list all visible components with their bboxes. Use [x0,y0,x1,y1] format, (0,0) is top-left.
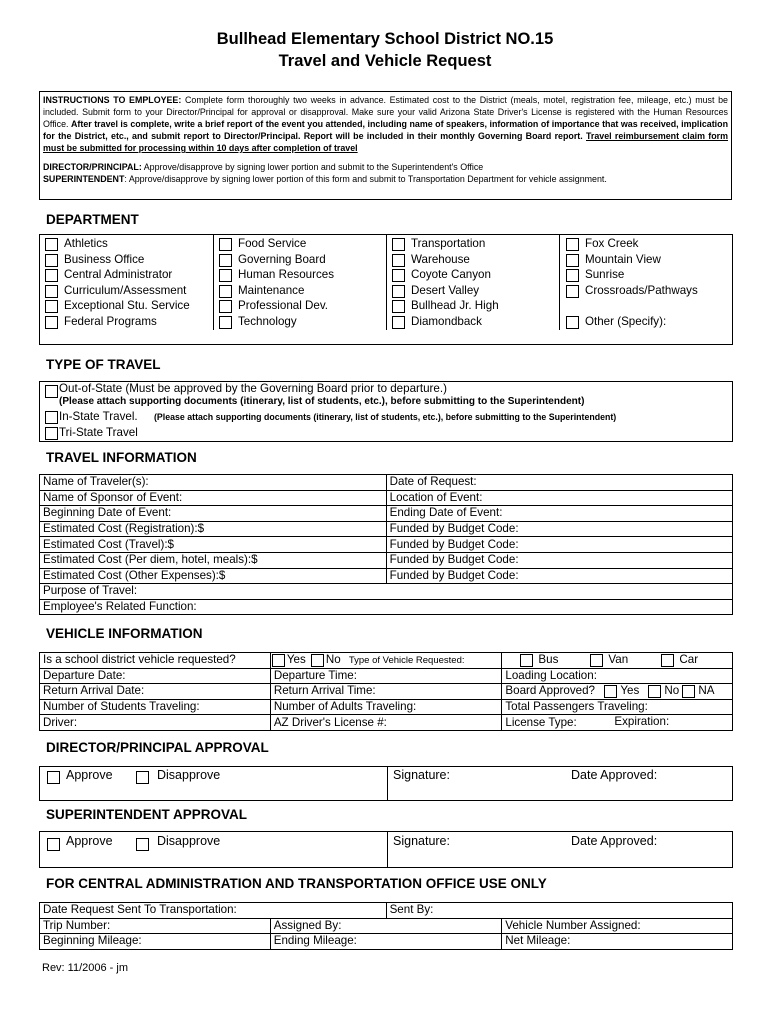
super-approval-heading: SUPERINTENDENT APPROVAL [46,807,248,822]
department-option-label: Crossroads/Pathways [585,283,698,297]
in-state-checkbox[interactable] [45,411,58,424]
department-checkbox[interactable] [45,316,58,329]
vehicle-info-field[interactable]: Total Passengers Traveling: [502,699,733,715]
director-signature-field[interactable]: Signature: [393,768,450,782]
employee-instructions-label: INSTRUCTIONS TO EMPLOYEE: [43,95,182,105]
vehicle-info-field[interactable]: Return Arrival Time: [270,684,502,700]
department-option-label: Transportation [411,237,486,250]
department-checkbox[interactable] [45,300,58,313]
director-approve-label: Approve [66,768,113,782]
department-checkbox[interactable] [566,269,579,282]
travel-info-field[interactable]: Funded by Budget Code: [386,521,732,537]
van-label: Van [608,653,629,666]
department-option-label: Sunrise [585,268,625,282]
super-approve-label: Approve [66,834,113,848]
department-option-label: Central Administrator [64,268,173,282]
department-checkbox[interactable] [219,300,232,313]
vehicle-info-field[interactable]: AZ Driver's License #: [270,715,502,731]
super-instructions-label: SUPERINTENDENT [43,174,125,184]
vehicle-info-field[interactable]: Driver: [40,715,271,731]
board-yes-label: Yes [620,684,640,698]
director-date-approved-field[interactable]: Date Approved: [571,768,658,782]
travel-info-row [40,506,733,522]
travel-info-row [40,490,733,506]
department-checkbox[interactable] [566,285,579,298]
department-checkbox[interactable] [45,269,58,282]
vehicle-no-checkbox[interactable] [311,654,324,667]
vehicle-info-table [39,652,733,731]
department-option-label: Other (Specify): [585,315,667,328]
ending-mileage-field[interactable]: Ending Mileage: [270,934,502,950]
vehicle-info-field[interactable]: Loading Location: [502,668,733,684]
employee-instructions-report: After travel is complete, write a brief report of the event you attended, including name of speakers, information of importance that was received, implication for the District, etc., and submit report to Director/Principal. Report will be included in their monthly Governing Board report. [43,119,728,141]
related-function-field[interactable]: Employee's Related Function: [40,599,733,615]
vehicle-info-field[interactable]: Number of Students Traveling: [40,699,271,715]
travel-info-table [39,474,733,615]
form-subtitle: Travel and Vehicle Request [278,52,492,70]
travel-info-field[interactable]: Funded by Budget Code: [386,537,732,553]
department-option-label: Mountain View [585,252,661,266]
vehicle-info-field[interactable]: Departure Time: [270,668,502,684]
department-checkbox[interactable] [566,238,579,251]
department-option-label: Warehouse [411,252,470,266]
car-checkbox[interactable] [661,654,674,667]
super-signature-field[interactable]: Signature: [393,834,450,848]
tri-state-label: Tri-State Travel [59,426,138,439]
reimbursement-note: Travel reimbursement claim form must be submitted for processing within 10 days after completion of travel [43,131,728,153]
department-option-label: Human Resources [238,268,335,282]
vehicle-info-field[interactable]: Return Arrival Date: [40,684,271,700]
car-label: Car [679,653,699,666]
director-approval-heading: DIRECTOR/PRINCIPAL APPROVAL [46,740,269,755]
department-checkbox[interactable] [392,285,405,298]
office-use-heading: FOR CENTRAL ADMINISTRATION AND TRANSPORTATION OFFICE USE ONLY [46,876,547,891]
super-approval-box [39,831,733,868]
department-checkbox[interactable] [566,254,579,267]
date-sent-field[interactable]: Date Request Sent To Transportation: [40,903,387,919]
department-option-label: Food Service [238,237,307,250]
vehicle-info-heading: VEHICLE INFORMATION [46,626,203,641]
travel-info-field[interactable]: Beginning Date of Event: [40,506,387,522]
department-checkbox[interactable] [566,316,579,329]
super-instructions-text: : Approve/disapprove by signing lower portion of this form and submit to Transportation Department for vehicle assignment. [124,174,607,184]
vehicle-info-field[interactable] [502,715,733,731]
in-state-label: In-State Travel. [59,410,138,423]
trip-number-field[interactable]: Trip Number: [40,918,271,934]
department-option-label: Professional Dev. [238,299,328,313]
beginning-mileage-field[interactable]: Beginning Mileage: [40,934,271,950]
travel-info-row [40,552,733,568]
vehicle-info-row [40,668,733,684]
out-of-state-label: Out-of-State (Must be approved by the Governing Board prior to departure.) [59,382,447,395]
travel-info-field[interactable]: Ending Date of Event: [386,506,732,522]
department-box [39,234,733,345]
department-option-label: Maintenance [238,283,305,297]
travel-info-row [40,521,733,537]
tri-state-checkbox[interactable] [45,427,58,440]
license-type-label: License Type: [505,715,577,729]
instructions-box [39,91,732,200]
department-option-label: Technology [238,315,297,328]
department-option-label: Diamondback [411,315,482,328]
board-na-label: NA [698,684,715,698]
sent-by-field[interactable]: Sent By: [386,903,732,919]
department-option-label: Coyote Canyon [411,268,491,282]
department-checkbox[interactable] [219,269,232,282]
travel-info-row [40,537,733,553]
department-option-label: Exceptional Stu. Service [64,299,190,313]
vehicle-requested-label: Is a school district vehicle requested? [40,653,271,669]
vehicle-info-field[interactable] [502,684,733,700]
super-approve-checkbox[interactable] [47,838,60,851]
director-instructions-text: Approve/disapprove by signing lower portion and submit to the Superintendent's Office [141,162,484,172]
director-approve-checkbox[interactable] [47,771,60,784]
director-approval-box [39,766,733,801]
department-heading: DEPARTMENT [46,212,139,227]
purpose-of-travel-field[interactable]: Purpose of Travel: [40,584,733,600]
out-of-state-checkbox[interactable] [45,385,58,398]
vehicle-type-label: Type of Vehicle Requested: [348,655,465,666]
travel-info-field[interactable]: Name of Traveler(s): [40,475,387,491]
revision-note: Rev: 11/2006 - jm [42,962,129,974]
board-no-checkbox[interactable] [648,685,661,698]
department-checkbox[interactable] [392,254,405,267]
bus-label: Bus [538,653,559,666]
vehicle-info-row [40,715,733,731]
assigned-by-field[interactable]: Assigned By: [270,918,502,934]
super-disapprove-checkbox[interactable] [136,838,149,851]
department-option-label: Federal Programs [64,315,157,328]
board-no-label: No [664,684,680,698]
department-option-label: Business Office [64,252,145,266]
vehicle-info-field[interactable]: Number of Adults Traveling: [270,699,502,715]
vehicle-yes-checkbox[interactable] [272,654,285,667]
department-option-label: Fox Creek [585,237,639,250]
employee-instructions-text: Complete form thoroughly two weeks in advance. Estimated cost to the District (meals, motel, registration fee, mileage, etc.) must be included. Submit form to your Director/Principal for approval or disapproval. Make sure your valid Arizona State Driver's License is registered with the Human Resources Office. [43,95,728,129]
department-option-label: Desert Valley [411,283,480,297]
department-option-label: Athletics [64,237,108,250]
office-use-table [39,902,733,950]
board-na-checkbox[interactable] [682,685,695,698]
type-of-travel-box [39,381,733,442]
van-checkbox[interactable] [590,654,603,667]
travel-info-heading: TRAVEL INFORMATION [46,450,197,465]
out-of-state-note: (Please attach supporting documents (itinerary, list of students, etc.), before submitting to the Superintendent) [59,396,585,407]
vehicle-info-row [40,699,733,715]
travel-info-field[interactable]: Estimated Cost (Per diem, hotel, meals):$ [40,552,387,568]
department-checkbox[interactable] [45,238,58,251]
travel-info-row [40,568,733,584]
department-checkbox[interactable] [219,285,232,298]
department-checkbox[interactable] [219,254,232,267]
form-title: Bullhead Elementary School District NO.15 [216,30,554,48]
department-checkbox[interactable] [392,269,405,282]
travel-info-field[interactable]: Funded by Budget Code: [386,552,732,568]
super-disapprove-label: Disapprove [157,834,221,848]
net-mileage-field[interactable]: Net Mileage: [502,934,733,950]
department-checkbox[interactable] [392,316,405,329]
vehicle-info-field[interactable]: Departure Date: [40,668,271,684]
travel-info-field[interactable]: Funded by Budget Code: [386,568,732,584]
director-disapprove-label: Disapprove [157,768,221,782]
director-instructions-label: DIRECTOR/PRINCIPAL: [43,162,142,172]
travel-info-row [40,475,733,491]
super-date-approved-field[interactable]: Date Approved: [571,834,658,848]
department-checkbox[interactable] [45,254,58,267]
travel-info-field[interactable]: Date of Request: [386,475,732,491]
bus-checkbox[interactable] [520,654,533,667]
vehicle-info-row [40,684,733,700]
travel-info-field[interactable]: Estimated Cost (Travel):$ [40,537,387,553]
department-checkbox[interactable] [392,238,405,251]
board-yes-checkbox[interactable] [604,685,617,698]
travel-info-field[interactable]: Location of Event: [386,490,732,506]
department-option-label: Curriculum/Assessment [64,283,187,297]
director-disapprove-checkbox[interactable] [136,771,149,784]
vehicle-no-label: No [325,653,341,666]
department-checkbox[interactable] [219,238,232,251]
vehicle-yes-label: Yes [286,653,306,666]
travel-info-field[interactable]: Estimated Cost (Other Expenses):$ [40,568,387,584]
expiration-label: Expiration: [614,715,670,729]
department-option-label: Governing Board [238,252,326,266]
department-option-label: Bullhead Jr. High [411,299,499,313]
vehicle-number-field[interactable]: Vehicle Number Assigned: [502,918,733,934]
travel-info-field[interactable]: Name of Sponsor of Event: [40,490,387,506]
department-checkbox[interactable] [219,316,232,329]
in-state-note: (Please attach supporting documents (itinerary, list of students, etc.), before submitting to the Superintendent) [154,412,617,422]
travel-info-field[interactable]: Estimated Cost (Registration):$ [40,521,387,537]
type-of-travel-heading: TYPE OF TRAVEL [46,357,161,372]
department-checkbox[interactable] [392,300,405,313]
board-approved-label: Board Approved? [505,684,595,698]
department-checkbox[interactable] [45,285,58,298]
